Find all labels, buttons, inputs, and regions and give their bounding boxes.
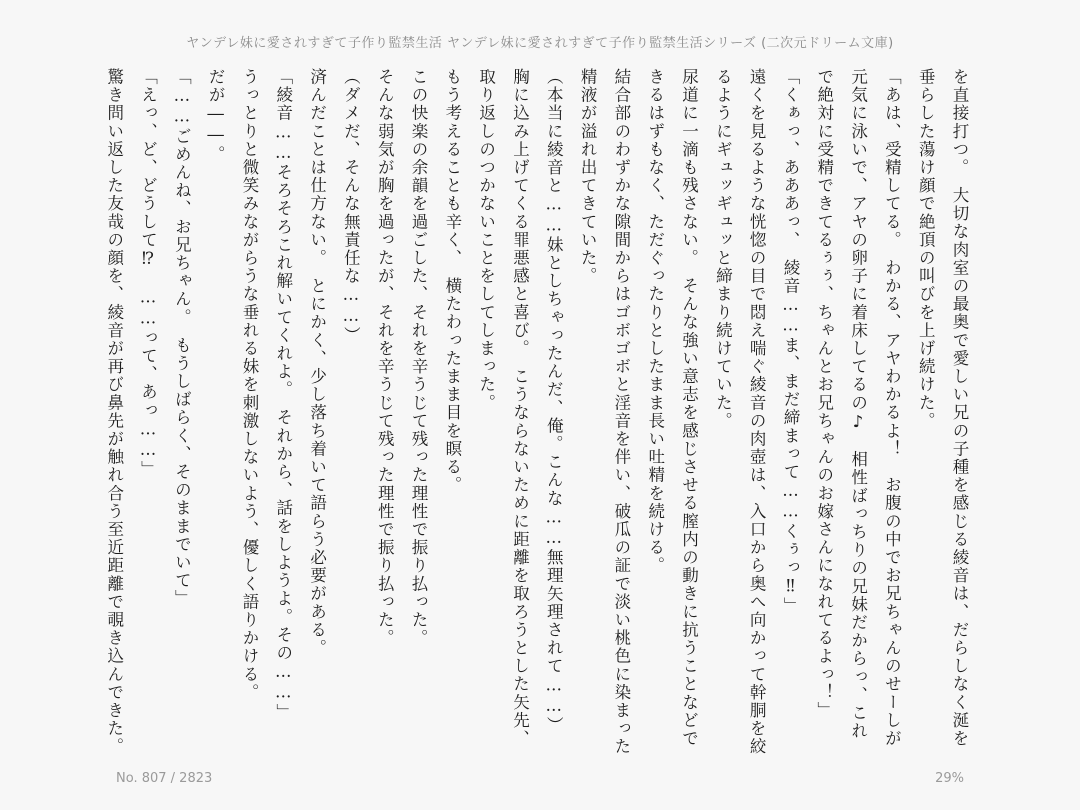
- paragraph: 驚き問い返した友哉の顔を、綾音が再び鼻先が触れ合う至近距離で覗き込んできた。: [104, 68, 124, 756]
- paragraph: 結合部のわずかな隙間からはゴボゴボと淫音を伴い、破瓜の証で淡い桃色に染まった精液が溢れ出てきていた。: [578, 68, 631, 756]
- paragraph: を直接打つ。 大切な肉室の最奥で愛しい兄の子種を感じる綾音は、だらしなく涎を垂らした蕩け顔で絶頂の叫びを上げ続けた。: [916, 68, 969, 748]
- paragraph: だが――。: [206, 68, 226, 164]
- paragraph: （本当に綾音と……妹としちゃったんだ、俺。こんな……無理矢理されて……）: [544, 68, 564, 735]
- progress-percent: 29%: [935, 771, 964, 786]
- page-indicator: No. 807 / 2823: [116, 771, 213, 786]
- page-body: [104, 68, 976, 758]
- paragraph: 遠くを見るような恍惚の目で悶え喘ぐ綾音の肉壺は、入口から奥へ向かって幹胴を絞るようにギュッギュッと締まり続けていた。: [713, 68, 767, 756]
- paragraph: そんな弱気が胸を過ったが、それを辛うじて残った理性で振り払った。: [375, 68, 395, 648]
- paragraph: 「綾音……そろそろこれ解いてくれよ。 それから、話をしようよ。その……」: [273, 68, 293, 722]
- paragraph: 胸に込み上げてくる罪悪感と喜び。 こうならないために距離を取ろうとした矢先、取り返しのつかないことをしてしまった。: [476, 68, 530, 748]
- paragraph: 済んだことは仕方ない。 とにかく、少し落ち着いて語らう必要がある。: [307, 68, 327, 658]
- paragraph: うっとりと微笑みながらうな垂れる妹を刺激しないよう、優しく語りかける。: [239, 68, 259, 702]
- paragraph: もう考えることも辛く、 横たわったまま目を瞑る。: [442, 68, 462, 495]
- paragraph: 「あは、受精してる。 わかる、アヤわかるよ！ お腹の中でお兄ちゃんのせーしが元気に泳いで、アヤの卵子に着床してるの♪ 相性ばっちりの兄妹だからっ、これで絶対に受精できてるぅぅ、ちゃんとお兄ちゃんのお嫁さんになれてるよっ！」: [814, 68, 902, 748]
- paragraph: 「……ごめんね、お兄ちゃん。 もうしばらく、そのままでいて」: [172, 68, 192, 608]
- paragraph: 「えっ、ど、どうして⁉ ……って、あっ……」: [138, 68, 158, 479]
- page-header-title: ヤンデレ妹に愛されすぎて子作り監禁生活 ヤンデレ妹に愛されすぎて子作り監禁生活シリーズ (二次元ドリーム文庫): [186, 36, 894, 51]
- paragraph: 尿道に一滴も残さない。 そんな強い意志を感じさせる膣内の動きに抗うことなどできるはずもなく、ただぐったりとしたまま長い吐精を続ける。: [645, 68, 699, 748]
- vertical-body-text: [104, 68, 976, 758]
- paragraph: 「くぁっ、あああっ、 綾音……ま、まだ締まって……くぅっ‼」: [780, 68, 800, 616]
- book-page: [28, 10, 1052, 800]
- paragraph: （ダメだ、そんな無責任な……）: [341, 68, 361, 345]
- paragraph: この快楽の余韻を過ごした、それを辛うじて残った理性で振り払った。: [409, 68, 428, 648]
